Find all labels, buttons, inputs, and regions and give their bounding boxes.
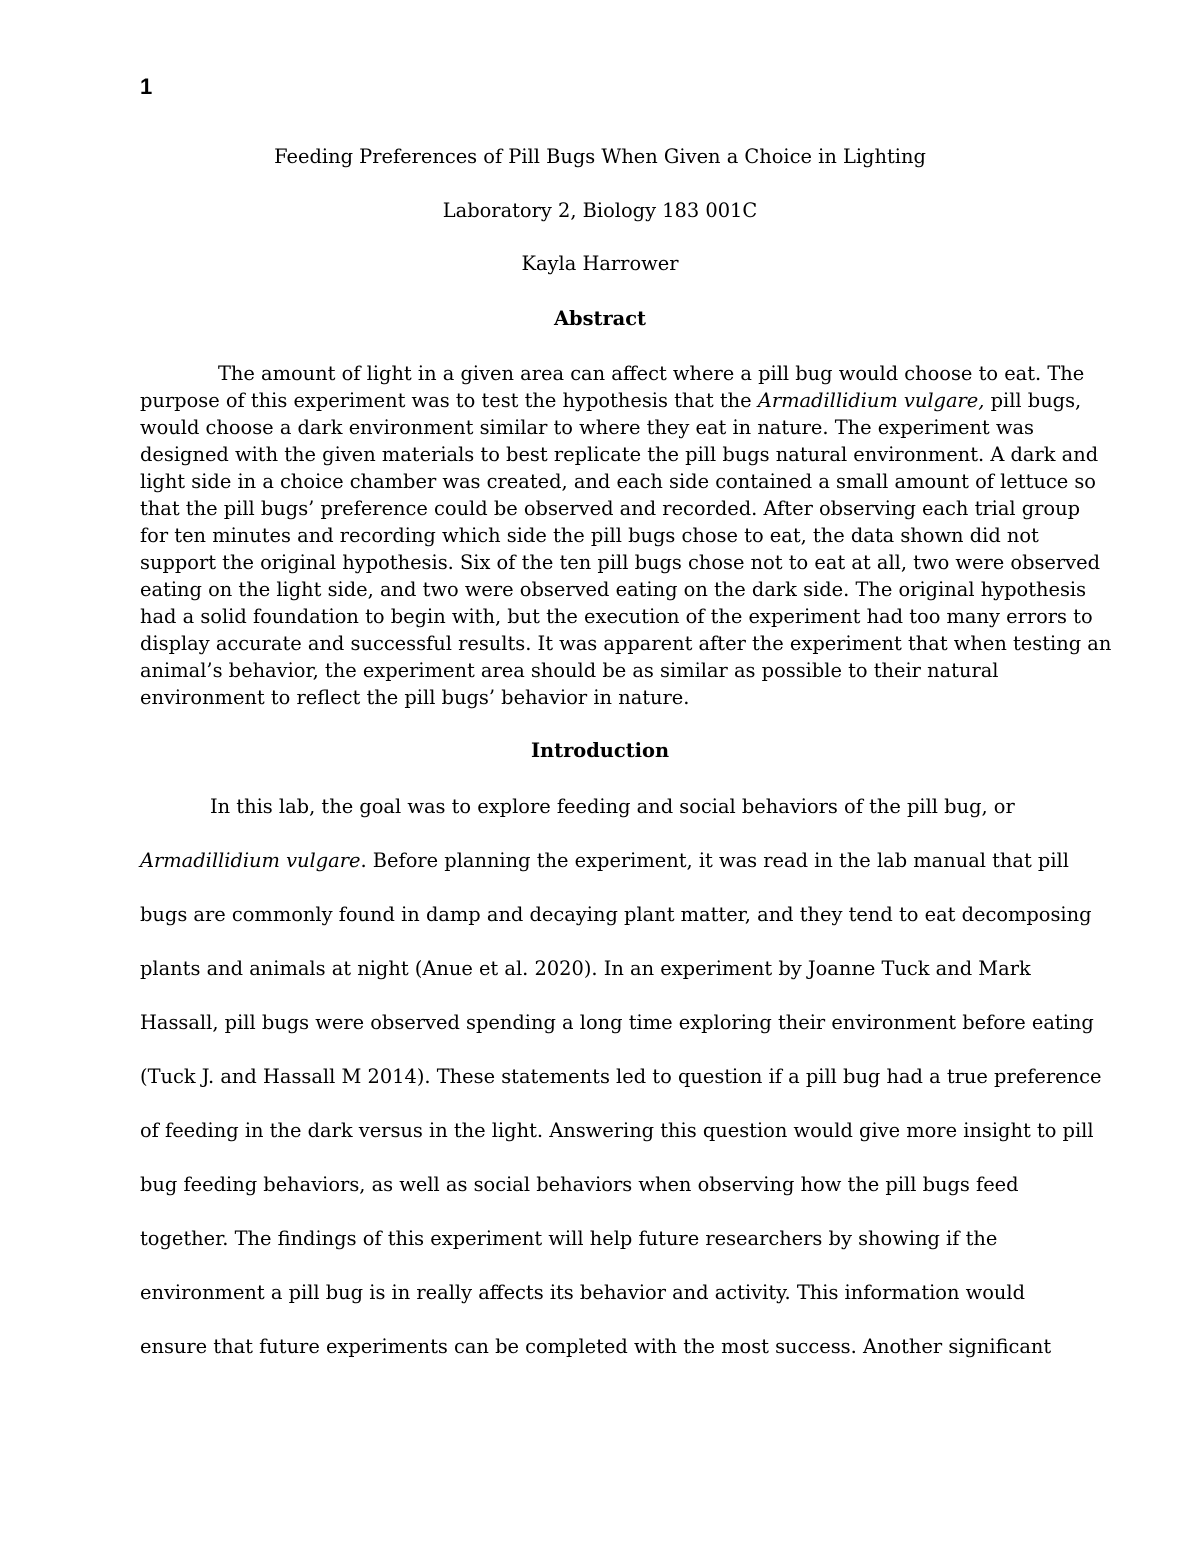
introduction-heading: Introduction	[530, 739, 670, 762]
introduction-line: together. The findings of this experiment will help future researchers by showing if the	[140, 1227, 998, 1250]
paper-title: Feeding Preferences of Pill Bugs When Given a Choice in Lighting	[274, 145, 926, 168]
abstract-line: purpose of this experiment was to test the hypothesis that the Armadillidium vulgare, pill bugs,	[140, 389, 1082, 412]
introduction-line: Armadillidium vulgare. Before planning the experiment, it was read in the lab manual that pill	[140, 849, 1069, 872]
introduction-line: In this lab, the goal was to explore feeding and social behaviors of the pill bug, or	[210, 795, 1015, 818]
abstract-line: light side in a choice chamber was created, and each side contained a small amount of lettuce so	[140, 470, 1096, 493]
introduction-line: (Tuck J. and Hassall M 2014). These statements led to question if a pill bug had a true preference	[140, 1065, 1102, 1088]
introduction-line: environment a pill bug is in really affects its behavior and activity. This information would	[140, 1281, 1026, 1304]
abstract-line: had a solid foundation to begin with, but the execution of the experiment had too many errors to	[140, 605, 1093, 628]
introduction-line: ensure that future experiments can be completed with the most success. Another significant	[140, 1335, 1052, 1358]
abstract-line: support the original hypothesis. Six of the ten pill bugs chose not to eat at all, two were observed	[140, 551, 1101, 574]
abstract-line: display accurate and successful results. It was apparent after the experiment that when testing an	[140, 632, 1112, 655]
introduction-line: bug feeding behaviors, as well as social behaviors when observing how the pill bugs feed	[140, 1173, 1019, 1196]
abstract-line: environment to reflect the pill bugs’ behavior in nature.	[140, 686, 690, 709]
abstract-line: The amount of light in a given area can affect where a pill bug would choose to eat. The	[218, 362, 1085, 385]
abstract-line: animal’s behavior, the experiment area should be as similar as possible to their natural	[140, 659, 999, 682]
abstract-heading: Abstract	[553, 307, 647, 330]
introduction-line: Hassall, pill bugs were observed spending a long time exploring their environment before eating	[140, 1011, 1094, 1034]
introduction-line: of feeding in the dark versus in the light. Answering this question would give more insight to pill	[140, 1119, 1094, 1142]
introduction-line: plants and animals at night (Anue et al. 2020). In an experiment by Joanne Tuck and Mark	[140, 957, 1031, 980]
abstract-line: would choose a dark environment similar to where they eat in nature. The experiment was	[140, 416, 1034, 439]
lab-info: Laboratory 2, Biology 183 001C	[442, 199, 758, 222]
abstract-line: eating on the light side, and two were observed eating on the dark side. The original hypothesis	[140, 578, 1087, 601]
abstract-line: designed with the given materials to best replicate the pill bugs natural environment. A dark and	[140, 443, 1099, 466]
introduction-line: bugs are commonly found in damp and decaying plant matter, and they tend to eat decomposing	[140, 903, 1092, 926]
abstract-line: that the pill bugs’ preference could be observed and recorded. After observing each trial group	[140, 497, 1081, 520]
author-name: Kayla Harrower	[521, 252, 679, 275]
abstract-line: for ten minutes and recording which side the pill bugs chose to eat, the data shown did not	[140, 524, 1039, 547]
page-number: 1	[140, 74, 153, 99]
